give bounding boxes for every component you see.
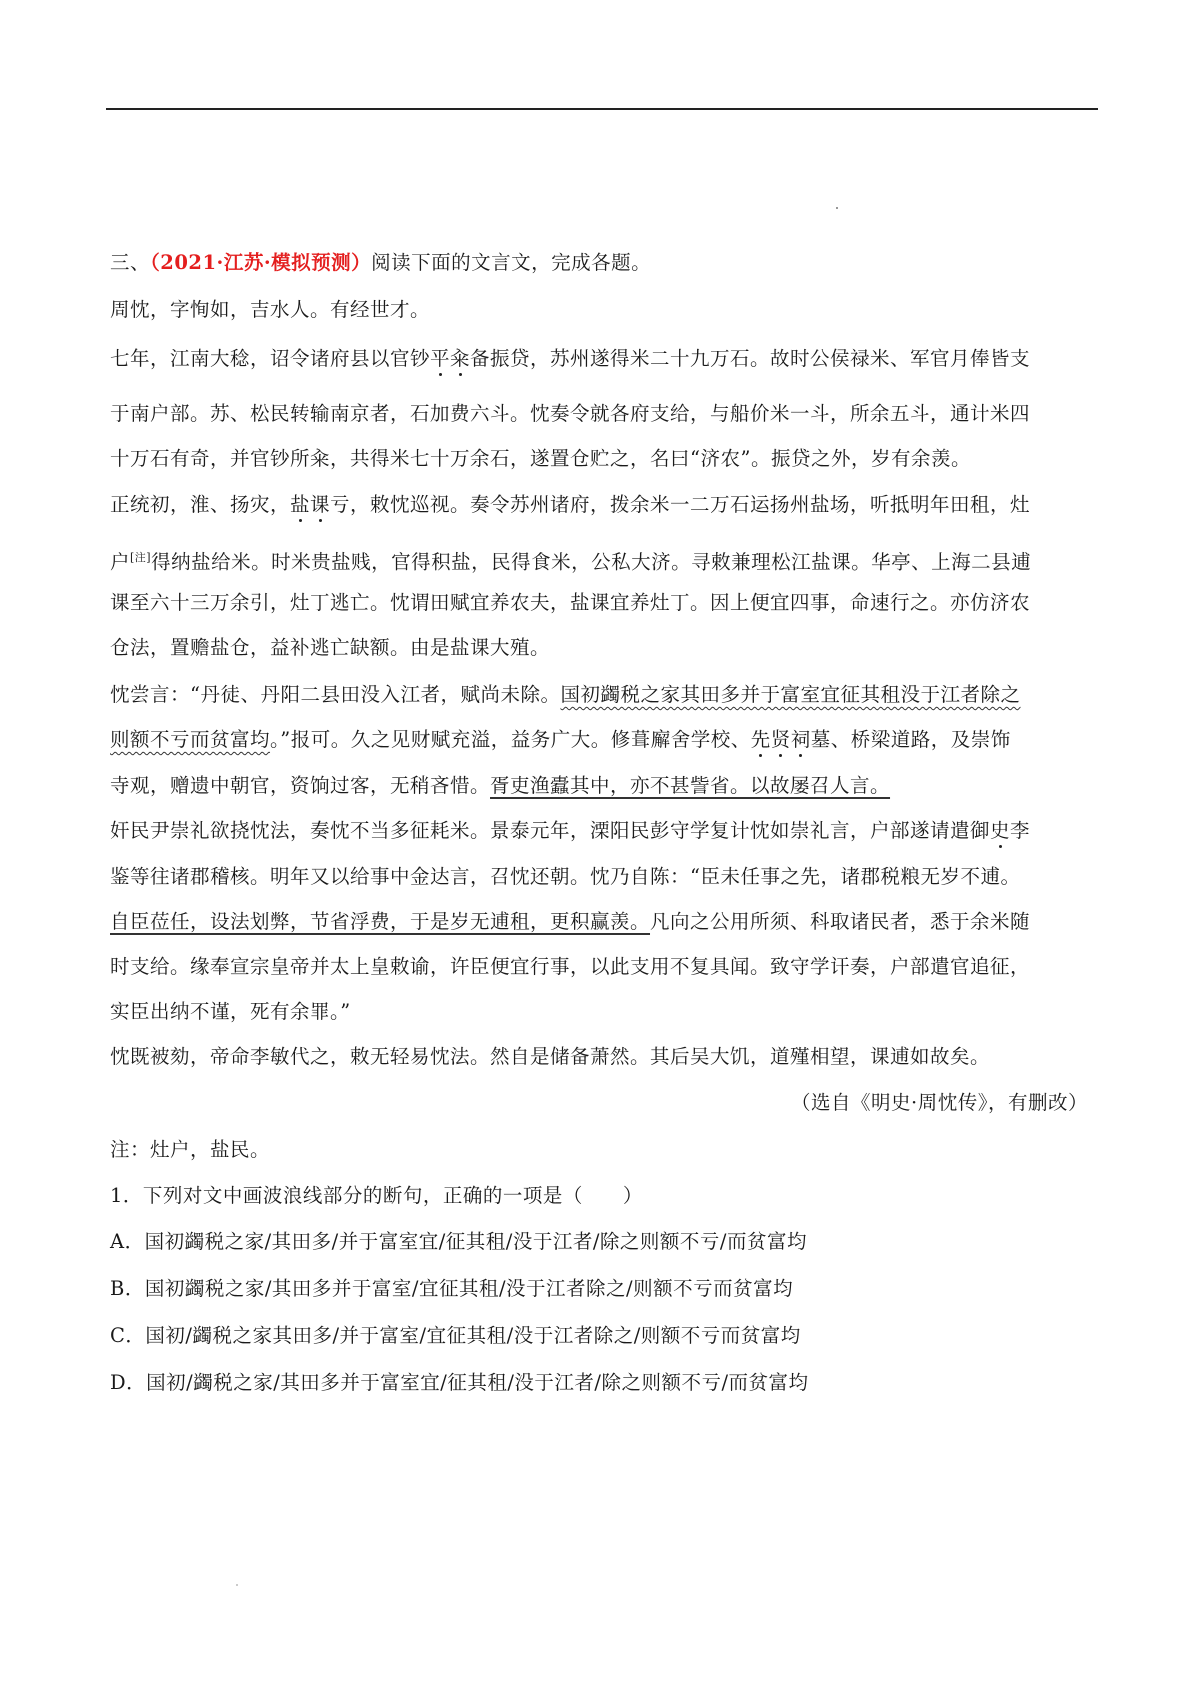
text-run: 忱尝言：“丹徒、丹阳二县田没入江者，赋尚未除。	[110, 683, 561, 706]
wavy-underlined-text: 国初蠲税之家其田多并于富室宜征其租没于江者除之	[560, 683, 1021, 706]
question-1-option-c: C．国初/蠲税之家其田多/并于富室/宜征其租/没于江者除之/则额不亏而贫富均	[110, 1324, 801, 1347]
citation-book: 明史·周忱传	[871, 1091, 978, 1114]
emphasis-char: 盐	[290, 493, 311, 516]
passage-paragraph-3-line-2	[110, 545, 1031, 576]
emphasis-char: 籴	[450, 347, 471, 370]
text-run: 。”报可。久之见财赋充溢，益务广大。修葺廨舍学校、	[270, 728, 751, 751]
emphasis-char: 祠	[790, 728, 811, 751]
underlined-text: 胥吏渔蠹其中，亦不甚訾省。以故屡召人言。	[490, 774, 891, 797]
passage-paragraph-5-line-4: 时支给。缘奉宣宗皇帝并太上皇敕谕，许臣便宜行事，以此支用不复具闻。致守学讦奏，户部遣官追征，	[110, 955, 1031, 978]
text-run: 正统初，淮、扬灾，	[110, 493, 291, 516]
text-run: 备振贷，苏州遂得米二十九万石。故时公侯禄米、军官月俸皆支	[470, 347, 1031, 370]
emphasis-char: 平	[430, 347, 451, 370]
text-run: 寺观，赠遗中朝官，资饷过客，无稍吝惜。	[110, 774, 491, 797]
question-1-stem: 1．下列对文中画波浪线部分的断句，正确的一项是（ ）	[110, 1184, 643, 1207]
passage-paragraph-5-line-2: 鉴等往诸郡稽核。明年又以给事中金达言，召忱还朝。忱乃自陈：“臣未任事之先，诸郡税粮无岁不逋。	[110, 865, 1021, 888]
emphasis-char: 课	[310, 493, 331, 516]
passage-paragraph-5-line-5: 实臣出纳不谨，死有余罪。”	[110, 1000, 351, 1023]
citation-open: （选自《	[791, 1091, 872, 1114]
passage-paragraph-2-line-1	[110, 346, 1030, 372]
emphasis-char: 贤	[770, 728, 791, 751]
passage-paragraph-4-line-3	[110, 773, 890, 799]
question-number: 三、	[110, 251, 151, 274]
emphasis-char: 先	[750, 728, 771, 751]
passage-paragraph-3-line-3: 课至六十三万余引，灶丁逃亡。忱谓田赋宜养农夫，盐课宜养灶丁。因上便宜四事，命速行之。亦仿济农	[110, 591, 1031, 614]
passage-paragraph-5-line-3	[110, 909, 1030, 935]
header-rule	[106, 108, 1098, 110]
question-source-tag: （2021·江苏·模拟预测）	[150, 251, 372, 274]
passage-paragraph-2-line-2: 于南户部。苏、松民转输南京者，石加费六斗。忱奏令就各府支给，与船价米一斗，所余五斗，通计米四	[110, 402, 1031, 425]
text-run: 得纳盐给米。时米贵盐贱，官得积盐，民得食米，公私大济。寻敕兼理松江盐课。华亭、上海二县逋	[151, 550, 1032, 574]
passage-paragraph-6: 忱既被劾，帝命李敏代之，敕无轻易忱法。然自是储备萧然。其后吴大饥，道殣相望，课逋如故矣。	[110, 1045, 991, 1068]
text-run: 李	[1010, 819, 1031, 842]
wavy-underlined-text: 则额不亏而贫富均	[110, 728, 271, 751]
passage-paragraph-4-line-2	[110, 727, 1011, 753]
passage-paragraph-2-line-3: 十万石有奇，并官钞所籴，共得米七十万余石，遂置仓贮之，名曰“济农”。振贷之外，岁有余羡。	[110, 447, 971, 470]
passage-paragraph-4-line-1	[110, 682, 1021, 708]
text-run: 七年，江南大稔，诏令诸府县以官钞	[110, 347, 431, 370]
question-heading	[110, 250, 651, 276]
emphasis-char: 史	[990, 819, 1011, 842]
passage-paragraph-1: 周忱，字恂如，吉水人。有经世才。	[110, 298, 431, 321]
citation-close: 》，有删改）	[977, 1091, 1088, 1114]
text-run: 奸民尹崇礼欲挠忱法，奏忱不当多征耗米。景泰元年，溧阳民彭守学复计忱如崇礼言，户部遂请遣御	[110, 819, 991, 842]
question-1-option-b: B．国初蠲税之家/其田多并于富室/宜征其租/没于江者除之/则额不亏而贫富均	[110, 1277, 794, 1300]
scan-speck	[236, 1584, 238, 1586]
passage-paragraph-3-line-1	[110, 492, 1030, 518]
question-instruction: 阅读下面的文言文，完成各题。	[371, 251, 652, 274]
underlined-text: 自臣莅任，设法划弊，节省浮费，于是岁无逋租，更积赢羡。	[110, 910, 651, 933]
question-1-option-a: A．国初蠲税之家/其田多/并于富室宜/征其租/没于江者/除之则额不亏/而贫富均	[110, 1230, 808, 1253]
text-run: 亏，敕忱巡视。奏令苏州诸府，拨余米一二万石运扬州盐场，听抵明年田租，灶	[330, 493, 1031, 516]
passage-paragraph-3-line-4: 仓法，置赡盐仓，益补逃亡缺额。由是盐课大殖。	[110, 636, 551, 659]
scan-speck	[836, 207, 838, 209]
passage-paragraph-5-line-1	[110, 818, 1030, 844]
footnote-marker: [注]	[130, 551, 152, 564]
text-run: 凡向之公用所须、科取诸民者，悉于余米随	[650, 910, 1031, 933]
question-1-option-d: D．国初/蠲税之家/其田多并于富室宜/征其租/没于江者/除之则额不亏/而贫富均	[110, 1371, 809, 1394]
passage-citation	[791, 1090, 1088, 1116]
footnote: 注：灶户，盐民。	[110, 1138, 271, 1161]
text-run: 墓、桥梁道路，及崇饰	[810, 728, 1011, 751]
text-run: 户	[110, 550, 131, 574]
